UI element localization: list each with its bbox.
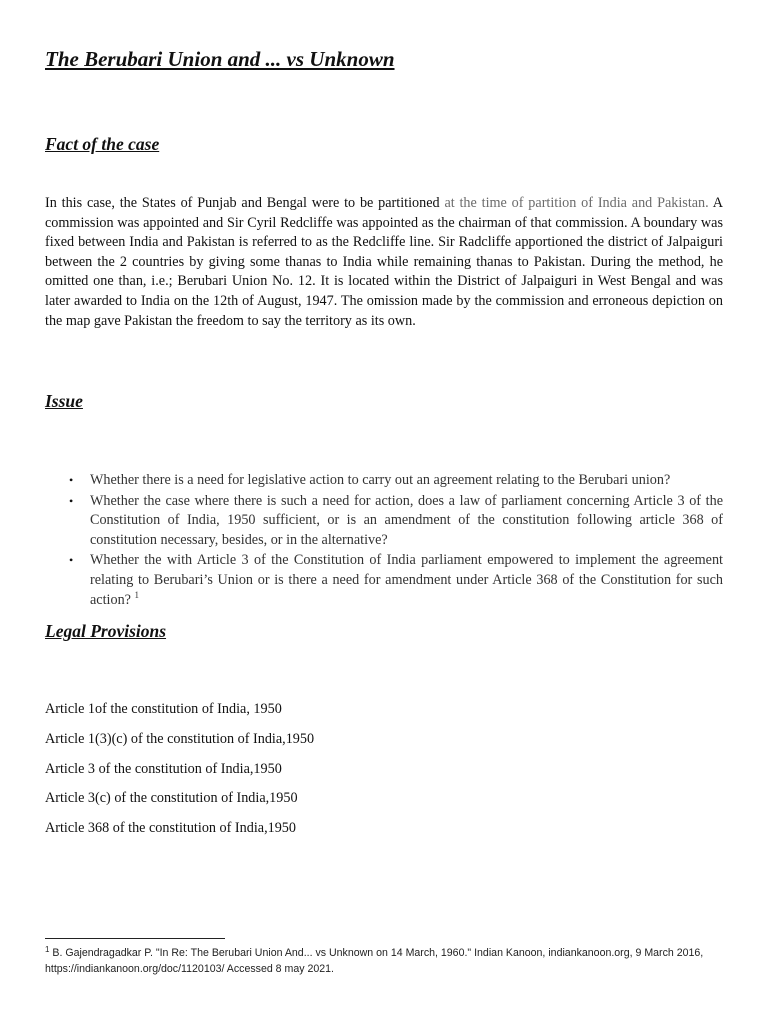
legal-provision-item: Article 3(c) of the constitution of India,1950 xyxy=(45,790,298,807)
heading-legal-provisions: Legal Provisions xyxy=(45,621,167,641)
bullet-icon: • xyxy=(69,493,74,508)
legal-provision-item: Article 1of the constitution of India, 1950 xyxy=(45,701,282,717)
footnote-reference[interactable]: 1 xyxy=(134,589,140,600)
footnote-text: B. Gajendragadkar P. "In Re: The Berubari Union And... vs Unknown on 14 March, 1960." Indian Kanoon, indiankanoon.org, 9 March 2016, https://indiankanoon.org/doc/1120103/ Accessed 8 may 2021. xyxy=(45,947,704,975)
facts-paragraph xyxy=(45,194,723,331)
footnote-separator xyxy=(45,938,225,939)
issue-item-text: Whether the with Article 3 of the Constitution of India parliament empowered to implement the agreement relating to Berubari’s Union or is there a need for amendment under Article 368 of the Constitution for such action? xyxy=(90,552,723,608)
legal-provisions-list xyxy=(45,700,314,849)
facts-text-rest: A commission was appointed and Sir Cyril Redcliffe was appointed as the chairman of that commission. A boundary was fixed between India and Pakistan is referred to as the Redcliffe line. Sir Radcliffe apportioned the district of Jalpaiguri between the 2 countries by giving some thanas to India while remaining thanas to Pakistan. During the method, he omitted one than, i.e.; Berubari Union No. 12. It is located within the District of Jalpaiguri in West Bengal and was later awarded to India on the 12th of August, 1947. The omission made by the commission and erroneous depiction on the map gave Pakistan the freedom to say the territory as its own. xyxy=(45,195,723,329)
heading-issue: Issue xyxy=(45,391,83,411)
facts-text-start: In this case, the States of Punjab and Bengal were to be partitioned xyxy=(45,195,445,211)
issue-item xyxy=(45,492,723,551)
issue-item-text: Whether there is a need for legislative action to carry out an agreement relating to the Berubari union? xyxy=(90,472,671,488)
legal-provision-item: Article 368 of the constitution of India,1950 xyxy=(45,820,296,837)
heading-fact-of-the-case: Fact of the case xyxy=(45,134,160,154)
document-title: The Berubari Union and ... vs Unknown xyxy=(45,47,395,71)
footnote-marker: 1 xyxy=(45,945,50,954)
legal-provision-item: Article 1(3)(c) of the constitution of India,1950 xyxy=(45,730,315,747)
bullet-icon: • xyxy=(69,473,74,487)
footnote xyxy=(45,945,723,977)
issue-item xyxy=(45,471,723,491)
issue-list xyxy=(45,471,723,611)
issue-item xyxy=(45,551,723,610)
legal-provision-item: Article 3 of the constitution of India,1950 xyxy=(45,760,282,777)
issue-item-text: Whether the case where there is such a need for action, does a law of parliament concerning Article 3 of the Constitution of India, 1950 sufficient, or is an amendment of the constitution following article 368 of constitution necessary, besides, or in the alternative? xyxy=(90,492,723,548)
bullet-icon: • xyxy=(69,553,74,568)
facts-text-highlight: at the time of partition of India and Pakistan. xyxy=(444,195,709,211)
